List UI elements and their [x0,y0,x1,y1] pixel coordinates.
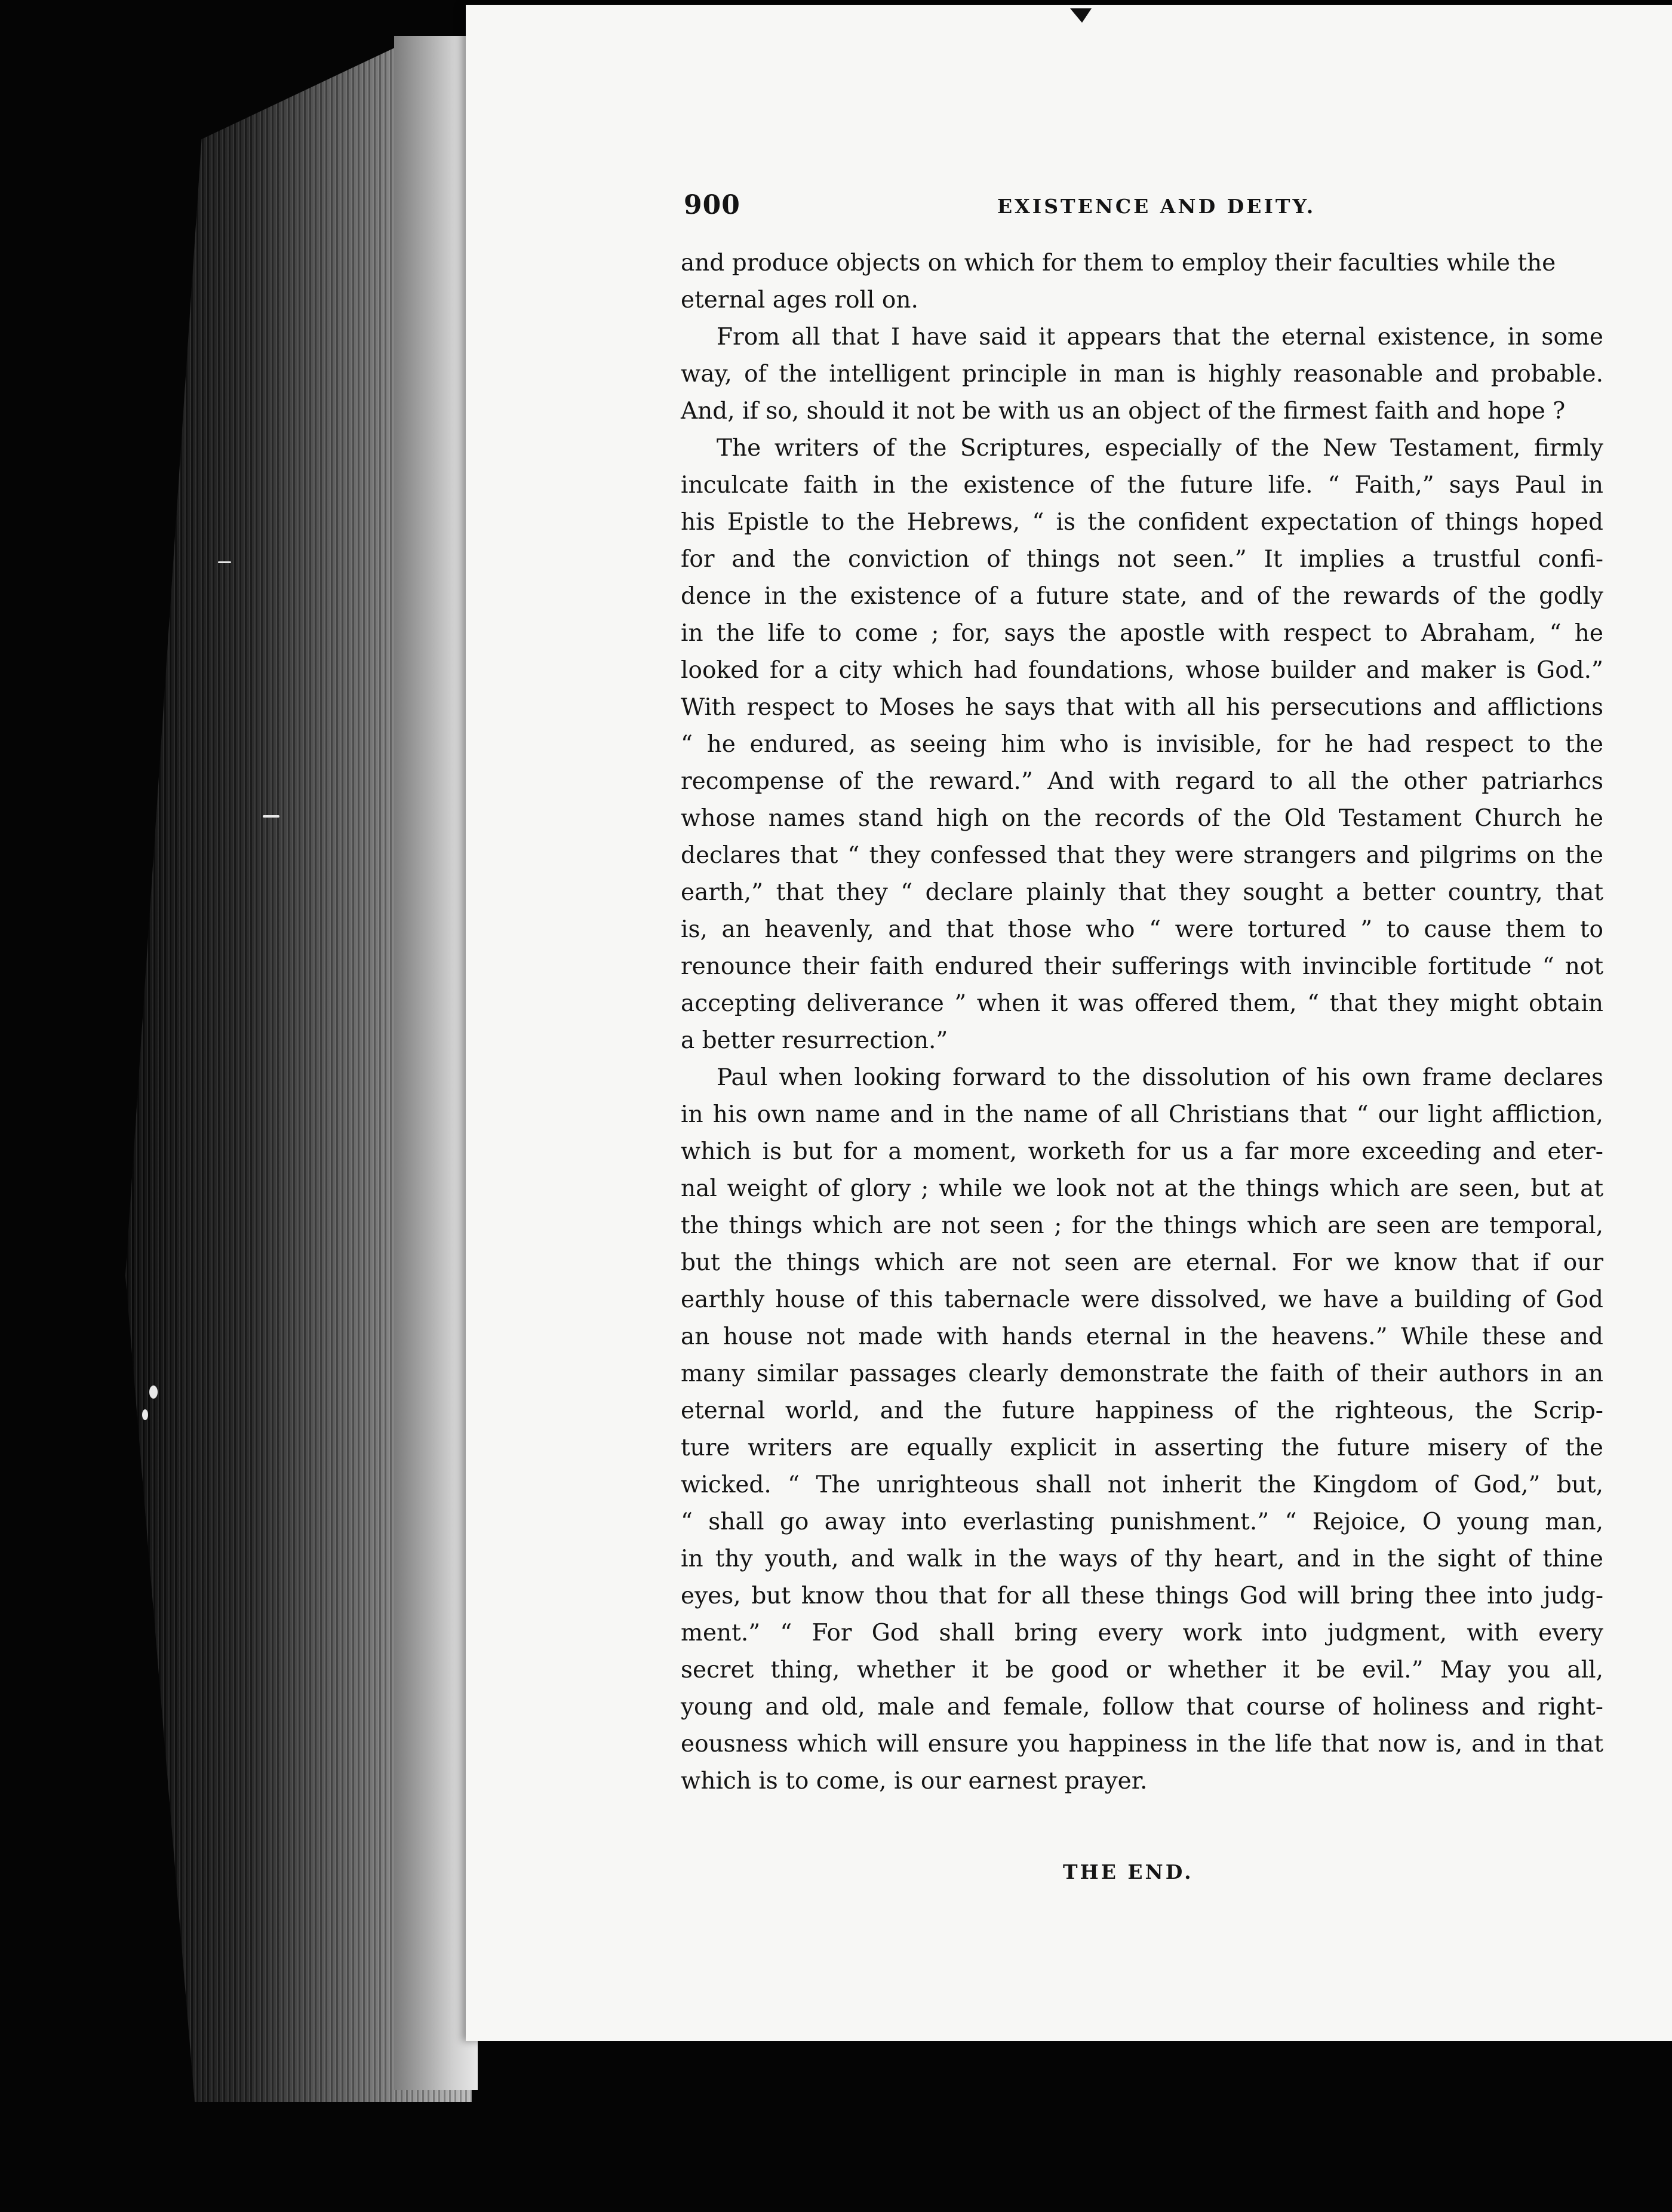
text-line: in thy youth, and walk in the ways of thy heart, and in the sight of thine [681,1546,1603,1572]
running-title: EXISTENCE AND DEITY. [997,195,1316,218]
text-line: in his own name and in the name of all Christians that “ our light affliction, [681,1101,1603,1128]
page-gutter-shadow [394,36,478,2090]
text-line: young and old, male and female, follow that course of holiness and right- [681,1694,1603,1721]
page-number: 900 [684,190,740,220]
text-line: but the things which are not seen are eternal. For we know that if our [681,1249,1603,1276]
text-line: “ he endured, as seeing him who is invisible, for he had respect to the [681,731,1603,758]
text-line: ment.” “ For God shall bring every work into judgment, with every [681,1620,1603,1646]
text-line: earth,” that they “ declare plainly that they sought a better country, that [681,879,1603,906]
text-line: secret thing, whether it be good or whether it be evil.” May you all, [681,1657,1603,1683]
text-line: for and the conviction of things not seen.” It implies a trustful confi- [681,546,1603,573]
text-line: With respect to Moses he says that with all his persecutions and afflictions [681,694,1603,721]
text-line: earthly house of this tabernacle were dissolved, we have a building of God [681,1286,1603,1313]
text-line: declares that “ they confessed that they were strangers and pilgrims on the [681,842,1603,869]
text-line: Paul when looking forward to the dissolution of his own frame declares [717,1064,1603,1091]
scan-speck [263,815,279,818]
text-line: and produce objects on which for them to employ their faculties while the [681,250,1556,276]
text-line: which is but for a moment, worketh for us a far more exceeding and eter- [681,1138,1603,1165]
text-line: is, an heavenly, and that those who “ were tortured ” to cause them to [681,916,1603,943]
text-line: many similar passages clearly demonstrate the faith of their authors in an [681,1360,1603,1387]
text-line: looked for a city which had foundations, whose builder and maker is God.” [681,657,1603,684]
text-line: ture writers are equally explicit in asserting the future misery of the [681,1434,1603,1461]
scan-speck [218,561,231,563]
text-line: inculcate faith in the existence of the future life. “ Faith,” says Paul in [681,472,1603,499]
text-line: eousness which will ensure you happiness in the life that now is, and in that [681,1731,1603,1758]
text-line: eyes, but know thou that for all these things God will bring thee into judg- [681,1583,1603,1609]
text-line: nal weight of glory ; while we look not at the things which are seen, but at [681,1175,1603,1202]
text-line: recompense of the reward.” And with regard to all the other patriarhcs [681,768,1603,795]
text-line: a better resurrection.” [681,1027,948,1054]
text-line: whose names stand high on the records of the Old Testament Church he [681,805,1603,832]
text-line: the things which are not seen ; for the things which are seen are temporal, [681,1212,1603,1239]
text-line: renounce their faith endured their sufferings with invincible fortitude “ not [681,953,1603,980]
text-line: wicked. “ The unrighteous shall not inherit the Kingdom of God,” but, [681,1471,1603,1498]
text-line: an house not made with hands eternal in the heavens.” While these and [681,1323,1603,1350]
scan-speck [149,1385,158,1399]
text-line: eternal world, and the future happiness of the righteous, the Scrip- [681,1397,1603,1424]
text-line: From all that I have said it appears that the eternal existence, in some [717,324,1603,351]
text-line: which is to come, is our earnest prayer. [681,1768,1148,1795]
text-line: dence in the existence of a future state, and of the rewards of the godly [681,583,1603,610]
text-line: way, of the intelligent principle in man is highly reasonable and probable. [681,361,1603,388]
text-line: in the life to come ; for, says the apostle with respect to Abraham, “ he [681,620,1603,647]
running-head [684,190,1341,223]
scan-speck [142,1409,148,1420]
text-line: And, if so, should it not be with us an object of the firmest faith and hope ? [681,398,1566,425]
text-line: “ shall go away into everlasting punishment.” “ Rejoice, O young man, [681,1509,1603,1535]
text-line: his Epistle to the Hebrews, “ is the confident expectation of things hoped [681,509,1603,536]
the-end-mark: THE END. [1063,1860,1194,1884]
text-line: The writers of the Scriptures, especially of the New Testament, firmly [717,435,1603,462]
page-clip-mark [1069,5,1093,29]
body-text [681,245,1603,1800]
text-line: eternal ages roll on. [681,287,918,314]
text-line: accepting deliverance ” when it was offered them, “ that they might obtain [681,990,1603,1017]
